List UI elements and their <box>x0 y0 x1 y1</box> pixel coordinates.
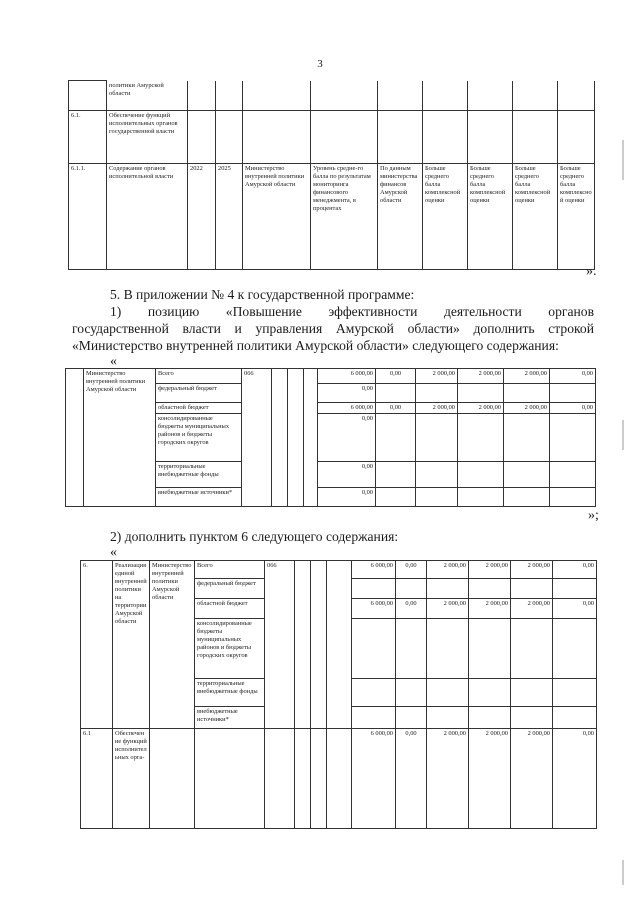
amount-cell: 6 000,00 <box>352 599 396 619</box>
scan-artifact <box>622 140 624 180</box>
source-label: Всего <box>156 369 242 384</box>
source-label: федеральный бюджет <box>156 384 242 403</box>
amount-cell: 0,00 <box>318 488 376 507</box>
table-row <box>81 729 597 829</box>
paragraph-line: 1) позицию «Повышение эффективности деятельности органов <box>110 304 594 319</box>
indicators-table <box>68 80 595 270</box>
amount-cell: 2 000,00 <box>469 599 511 619</box>
table-cell: Уровень средне-го балла по результатам мониторинга финансового менеджмента, в процентах <box>311 164 378 270</box>
amount-cell: 2 000,00 <box>427 561 469 579</box>
amount-cell: 2 000,00 <box>458 369 504 384</box>
amount-cell: 0,00 <box>553 599 597 619</box>
row-number: 6. <box>81 561 113 729</box>
paragraph-heading: 5. В приложении № 4 к государственной программе: <box>110 287 415 302</box>
page-number: 3 <box>317 58 323 70</box>
table-cell: Больше среднего балла комплексной оценки <box>558 164 595 270</box>
amount-cell: 0,00 <box>376 369 416 384</box>
table-row <box>66 369 596 384</box>
amount-cell: 0,00 <box>318 384 376 403</box>
table-cell: Больше среднего балла комплексной оценки <box>513 164 558 270</box>
closing-quote: ». <box>586 264 597 279</box>
paragraph-line: 2) дополнить пунктом 6 следующего содержания: <box>110 529 399 544</box>
row-number: 6.1. <box>69 111 107 164</box>
table-cell: Обеспечение функций исполнительных органов государственной власти <box>107 111 188 164</box>
table-cell: 2025 <box>216 164 243 270</box>
paragraph-line: «Министерство внутренней политики Амурской области» следующего содержания: <box>72 338 559 353</box>
amount-cell: 2 000,00 <box>504 369 550 384</box>
amount-cell: 2 000,00 <box>511 561 553 579</box>
table-row <box>69 111 595 164</box>
amount-cell: 0,00 <box>396 729 427 829</box>
row-number: 6.1.1. <box>69 164 107 270</box>
source-label: Всего <box>195 561 265 579</box>
amount-cell: 0,00 <box>550 369 596 384</box>
table-cell: Обеспечение функций исполнительных орга- <box>113 729 150 829</box>
closing-quote: »; <box>588 508 599 523</box>
measures-table <box>80 560 597 829</box>
amount-cell: 2 000,00 <box>511 729 553 829</box>
amount-cell: 2 000,00 <box>504 403 550 414</box>
amount-cell: 0,00 <box>396 599 427 619</box>
amount-cell: 0,00 <box>318 414 376 462</box>
amount-cell: 2 000,00 <box>469 561 511 579</box>
opening-quote: « <box>110 354 117 369</box>
source-label: внебюджетные источники* <box>195 707 265 729</box>
paragraph-line: государственной власти и управления Амурской области» дополнить строкой <box>72 321 594 336</box>
row-number: 6.1 <box>81 729 113 829</box>
table-cell: 2022 <box>188 164 216 270</box>
table-cell: 066 <box>242 369 272 507</box>
table-cell: Министерство внутренней политики Амурской области <box>243 164 311 270</box>
table-cell: 066 <box>265 561 295 729</box>
amount-cell: 2 000,00 <box>416 403 458 414</box>
amount-cell: 0,00 <box>553 729 597 829</box>
source-label: территориальные внебюджетные фонды <box>195 679 265 707</box>
source-label: территориальные внебюджетные фонды <box>156 462 242 488</box>
table-cell: Реализация единой внутренней политики на территории Амурской области <box>113 561 150 729</box>
table-row <box>69 164 595 270</box>
source-label: внебюджетные источники* <box>156 488 242 507</box>
table-cell: Министерство внутренней политики Амурской области <box>150 561 195 729</box>
amount-cell: 0,00 <box>550 403 596 414</box>
table-cell: Больше среднего балла комплексной оценки <box>468 164 513 270</box>
amount-cell: 2 000,00 <box>458 403 504 414</box>
amount-cell: 6 000,00 <box>318 403 376 414</box>
amount-cell: 2 000,00 <box>427 729 469 829</box>
table-cell: Больше среднего балла комплексной оценки <box>423 164 468 270</box>
table-cell: Министерство внутренней политики Амурской области <box>84 369 156 507</box>
source-label: федеральный бюджет <box>195 579 265 599</box>
amount-cell: 0,00 <box>553 561 597 579</box>
amount-cell: 6 000,00 <box>352 729 396 829</box>
table-row <box>69 81 595 111</box>
scan-artifact <box>622 420 624 450</box>
opening-quote: « <box>110 545 117 560</box>
source-label: консолидированные бюджеты муниципальных районов и бюджеты городских округов <box>156 414 242 462</box>
amount-cell: 2 000,00 <box>416 369 458 384</box>
source-label: консолидированные бюджеты муниципальных районов и бюджеты городских округов <box>195 619 265 679</box>
amount-cell: 2 000,00 <box>427 599 469 619</box>
source-label: областной бюджет <box>156 403 242 414</box>
table-cell: По данным министерства финансов Амурской области <box>378 164 423 270</box>
amount-cell: 2 000,00 <box>511 599 553 619</box>
scan-artifact <box>622 860 624 885</box>
amount-cell: 2 000,00 <box>469 729 511 829</box>
amount-cell: 6 000,00 <box>318 369 376 384</box>
amount-cell: 0,00 <box>376 403 416 414</box>
table-cell: Содержание органов исполнительной власти <box>107 164 188 270</box>
funding-table <box>65 368 596 507</box>
amount-cell: 6 000,00 <box>352 561 396 579</box>
table-cell: политики Амурской области <box>107 81 188 111</box>
table-row <box>81 561 597 579</box>
amount-cell: 0,00 <box>396 561 427 579</box>
source-label: областной бюджет <box>195 599 265 619</box>
amount-cell: 0,00 <box>318 462 376 488</box>
